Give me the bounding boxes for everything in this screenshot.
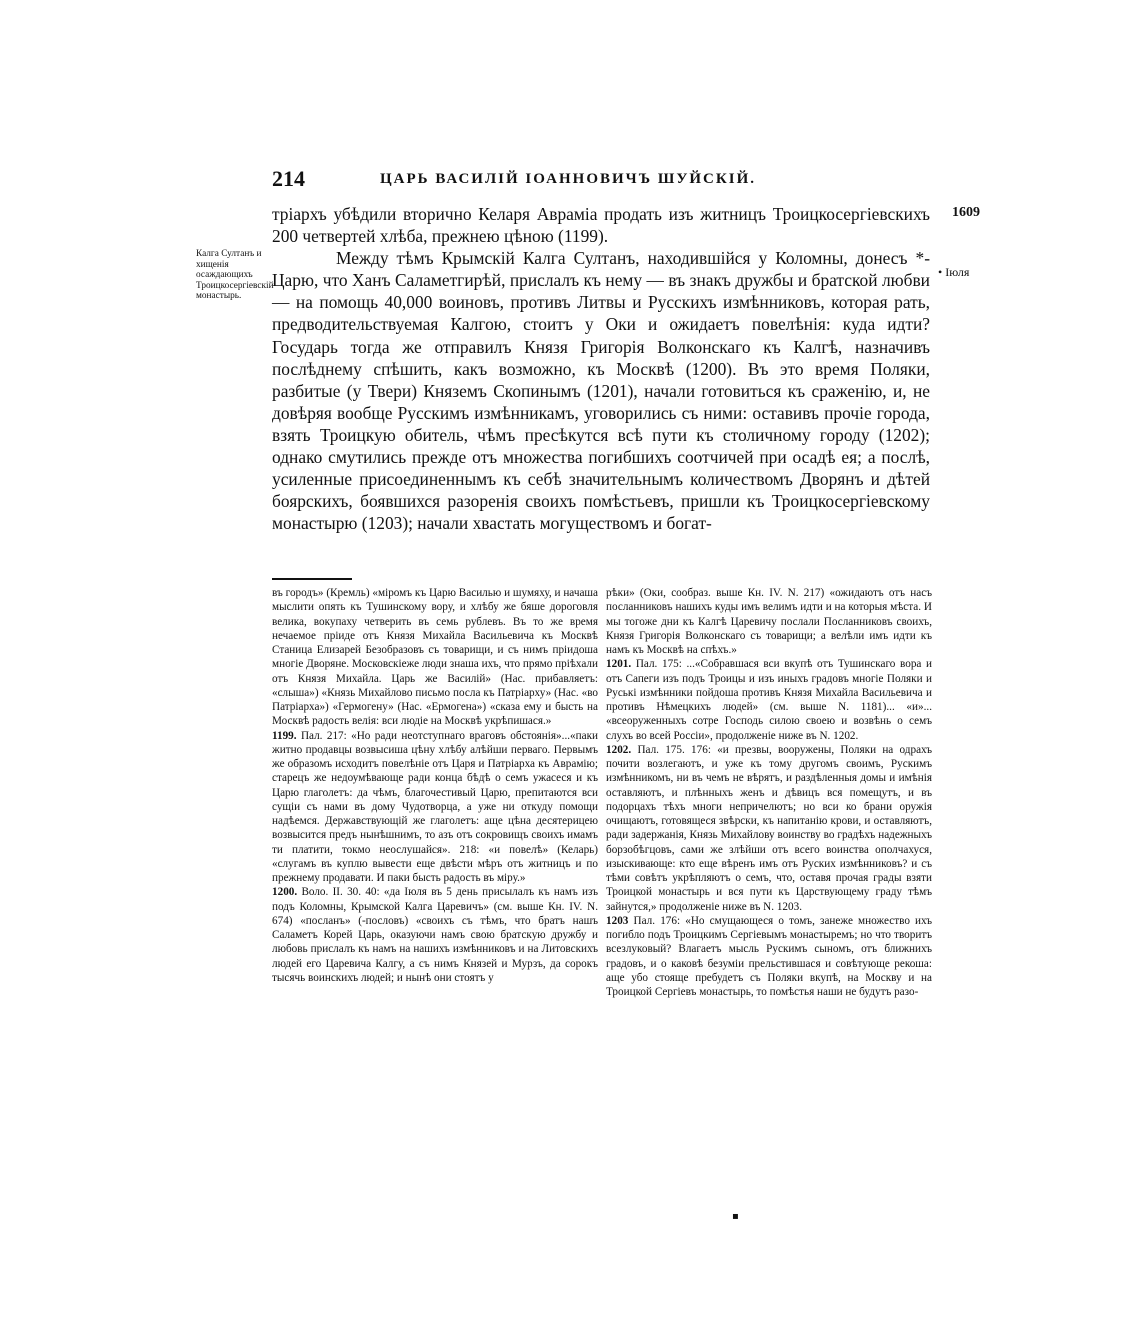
footnote-number: 1202.: [606, 743, 632, 756]
footnote: [272, 885, 598, 985]
page-header: [272, 166, 942, 196]
footnote: [272, 729, 598, 886]
running-title: ЦАРЬ ВАСИЛІЙ ІОАННОВИЧЪ ШУЙСКІЙ.: [380, 171, 757, 187]
footnote-number: 1199.: [272, 729, 297, 742]
footnote-text: Пал. 176: «Но смущающеся о томъ, занеже множество ихъ погибло подъ Троицкимъ Сергіевымъ монастыремъ; но что творитъ всезлуковый? Влагаетъ мысль Рускимъ сыномъ, отъ ближнихъ градовъ, и о каковѣ безуміи прельстившася и совѣтующе рекоша: аще убо стояще пребудетъ съ Поляки вкупѣ, на Москву и на Троицкой Сергіевъ монастырь, то помѣстья наши не будутъ разо-: [606, 914, 933, 998]
margin-month: • Іюля: [938, 265, 970, 279]
footnote-text: Пал. 175: ...«Собравшася вси вкупѣ отъ Тушинскаго вора и отъ Сапеги изъ подъ Троицы и изъ иныхъ градовъ многіе Поляки и Руські измѣнники пойдоша противъ Князя Михайла Васильевича и противъ Нѣмецкихъ людей» (см. выше N. 1181)... «и»... «всеоруженныхъ сотре Господь силою своею и возвѣнь о семъ слухъ во всей Россіи», продолженіе ниже въ N. 1202.: [606, 658, 932, 742]
footnote-text: въ городъ» (Кремль) «міромъ къ Царю Василью и шумяху, и начаша мыслити опять къ Тушинскому вору, и хлѣбу же бяше дороговля велика, вокупаху четверить въ семь рублевъ. Въ то же время нечаемое пріиде отъ Князя Михайла Васильевича къ Москвѣ Станица Елизарей Безобразовъ съ товарищи, и съ нимъ пріидоша многіе Дворяне. Московскіеже люди знаша ихъ, что прямо пріѣхали отъ Князя Михайла. Царь же Василій» (Нас. прибавляетъ: «слыша») «Князь Михайлово письмо посла къ Патріарху» (Нас. «во Патріарха») «Гермогену» (Нас. «Ермогена») «сказа ему и бысть на Москвѣ радость велія: вси людіе на Москвѣ укрѣпишася.»: [272, 587, 598, 728]
footnote-text: Пал. 175. 176: «и презвы, вооружены, Поляки на одрахъ почити возлегаютъ, и уже къ тому другомъ своимъ, Рускимъ измѣнникомъ, ни въ чемъ не вѣрятъ, и раздѣленныя домы и имѣнія оставляютъ, и плѣнныхъ женъ и дѣвицъ вся помещутъ, и въ подорцахъ тѣхъ многи непричелютъ; но вси ко брани оружія очищаютъ, готовящеся звѣрски, къ напитанію крови, и оставляютъ, ради задержанія, Князь Михайлову воинству во градѣхъ надежныхъ борзобѣгцовъ, сами же злѣйши отъ всего воинства ополчахуся, изыскивающе: кто еще вѣренъ имъ отъ Руских измѣнниковъ? и съ тѣми совѣтъ укрѣпляютъ о семъ, что, оставя прочая грады взяти Троицкой монастырь и вся пути къ Царствующему граду тѣмъ зайнутся,» продолженіе ниже въ N. 1203.: [606, 743, 932, 913]
print-speck: ▪: [732, 1211, 739, 1222]
main-paragraph: тріархъ убѣдили вторично Келаря Авраміа продать изъ житницъ Троицкосергіевскихъ 200 четвертей хлѣба, прежнею цѣною (1199).: [272, 204, 930, 247]
main-text: [272, 203, 930, 534]
footnote: [272, 586, 598, 729]
footnote: [606, 657, 932, 743]
main-paragraph: Между тѣмъ Крымскій Калга Султанъ, находившійся у Коломны, донесъ *-Царю, что Ханъ Саламетгирѣй, прислалъ къ нему — въ знакъ дружбы и братской любви — на помощь 40,000 воиновъ, противъ Литвы и Русскихъ измѣнниковъ, которая рать, предводительствуемая Калгою, стоитъ у Оки и ожидаетъ повелѣнія: куда идти? Государь тогда же отправилъ Князя Григорія Волконскаго къ Калгѣ, назначивъ послѣднему спѣшить, какъ возможно, къ Москвѣ (1200). Въ это время Поляки, разбитые (у Твери) Княземъ Скопинымъ (1201), начали готовиться къ сраженію, и, не довѣряя вообще Русскимъ измѣнникамъ, уговорились съ ними: оставивъ прочіе города, взять Троицкую обитель, чѣмъ пресѣкутся всѣ пути къ столичному городу (1202); однако смутились прежде отъ множества погибшихъ соотчичей при осадѣ ея; а послѣ, усиленные присоединеннымъ къ себѣ значительнымъ количествомъ Дворянъ и дѣтей боярскихъ, боявшихся разоренія своихъ помѣстьевъ, пришли къ Троицкосергіевскому монастырю (1203); начали хвастать могуществомъ и богат-: [272, 248, 930, 534]
footnote: [606, 914, 932, 1000]
margin-year: 1609: [952, 205, 980, 220]
footnote-number: 1200.: [272, 886, 298, 899]
footnote-divider: [272, 578, 352, 580]
footnote: [606, 743, 932, 914]
footnote: [606, 586, 932, 657]
footnote-text: Воло. II. 30. 40: «да Іюля въ 5 день присылалъ къ намъ изъ подъ Коломны, Крымской Калга Царевичъ» (см. выше Кн. IV. N. 674) «посланъ» (-пословъ) «своихъ съ тѣмъ, что братъ нашъ Саламетъ Корей Царь, оказуючи намъ свою братскую дружбу и любовь прислалъ къ намъ на нашихъ измѣнниковъ и на Литовскихъ людей его Царевича Калгу, а съ нимъ Князей и Мурзъ, да сорокъ тысячь воинскихъ людей; и нынѣ они стоятъ у: [272, 886, 598, 984]
footnote-number: 1203: [606, 914, 629, 927]
footnotes-right-column: [606, 586, 932, 999]
footnote-number: 1201.: [606, 658, 632, 671]
footnote-text: Пал. 217: «Но ради неотступнаго враговъ обстоянія»...«паки житно продавцы возвысиша цѣну хлѣбу алѣйши перваго. Первымъ же образомъ исходитъ повелѣніе отъ Царя и Патріарха къ Аврамію; старецъ же недоумѣвающе ради конца бѣдѣ о семъ ужасеся и къ Царю глаголетъ: да чѣмъ, благочестивый Царю, препитаются вси сущіи съ нами въ дому Чудотворца, а уже ни откуду помощи надѣемся. Державствующій же глаголетъ: аще цѣна десятерицею возвысится предъ нынѣшнимъ, то азъ отъ сокровищъ своихъ имамъ ти платити, токмо неослушайся». 218: «и повелѣ» (Келарь) «слугамъ въ куплю вывести еще двѣсти мѣръ отъ житницъ и по прежнему продавати. И паки бысть радость въ міру.»: [272, 729, 599, 884]
footnote-text: рѣки» (Оки, сообраз. выше Кн. IV. N. 217) «ожидаютъ отъ насъ посланниковъ нашихъ куды имъ велимъ идти и на которыя мѣста. И мы тогоже дни къ Калгѣ Царевичу послали Посланниковъ своихъ, Князя Григорія Волконскаго съ товарищи; а велѣли имъ идти къ намъ къ Москвѣ на спѣхъ.»: [606, 587, 932, 656]
page-number: 214: [272, 166, 305, 191]
margin-side-note: Калга Султанъ и хищенія осаждающихъ Троицкосергіевскій монастырь.: [196, 249, 274, 302]
footnotes-left-column: [272, 586, 598, 985]
